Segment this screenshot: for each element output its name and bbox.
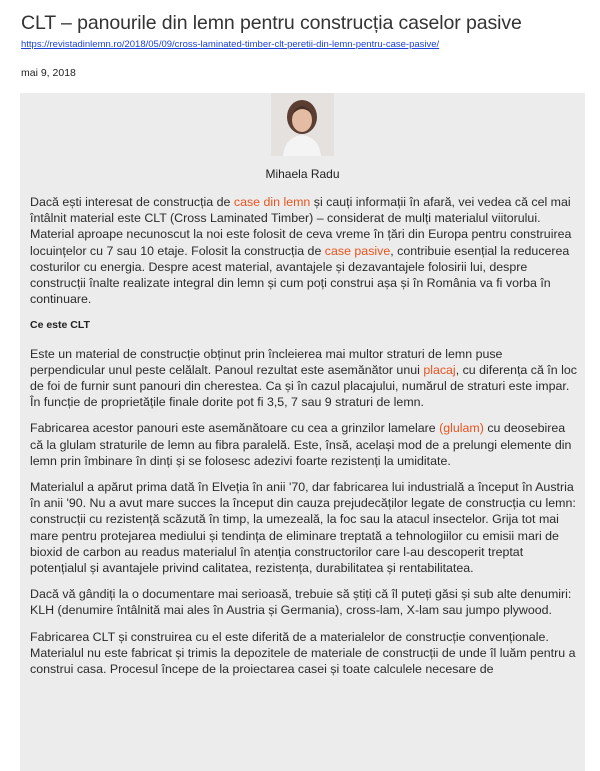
paragraph-process: Fabricarea CLT și construirea cu el este diferită de a materialelor de construcție convenționale. Materialul nu este fabricat și trimis la depozitele de materiale de construcții de unde îl luăm pentru a construi casa. Procesul începe de la proiectarea casei și toate calculele necesare de (30, 629, 576, 677)
section-heading: Ce este CLT (30, 319, 90, 332)
link-glulam[interactable]: (glulam) (439, 421, 484, 436)
paragraph-names: Dacă vă gândiți la o documentare mai serioasă, trebuie să știți că îl puteți găsi și sub alte denumiri: KLH (denumire întâlnită mai ales în Austria și Germania), cross-lam, X-lam sau jumpo plywood. (30, 587, 572, 618)
paragraph-history: Materialul a apărut prima dată în Elveția în anii '70, dar fabricarea lui industrială a început în Austria în anii '90. Nu a avut mare succes la început din cauza prejudecăților legate de construcția cu lemn: construcții cu rezistență scăzută în timp, la umezeală, la foc sau la atacul insectelor. Grija tot mai mare pentru protejarea mediului și tendința de eliminare treptată a tehnologiilor cu emisii mari de bioxid de carbon au readus materialul în atenția constructorilor care l-au descoperit treptat potențialul și avantajele privind calitatea, rezistența, durabilitatea și rentabilitatea. (30, 480, 576, 576)
article-title: CLT – panourile din lemn pentru construcția caselor pasive (21, 12, 522, 34)
paragraph-definition: Este un material de construcție obținut prin încleierea mai multor straturi de lemn puse perpendicular unul peste celălalt. Panoul rezultat este asemănător unui placaj, cu diferența că în loc de foi de furnir sunt panouri din cherestea. Ca și în cazul placajului, numărul de straturi este impar. În funcție de proprietățile finale dorite pot fi 3,5, 7 sau 9 straturi de lemn. (30, 346, 577, 410)
author-name: Mihaela Radu (265, 167, 340, 181)
publish-date: mai 9, 2018 (21, 67, 76, 79)
link-case-pasive[interactable]: case pasive (324, 243, 391, 258)
article-body (30, 194, 578, 687)
author-avatar (271, 93, 334, 156)
paragraph-intro: Dacă ești interesat de construcția de case din lemn și cauți informații în afară, vei vedea că cel mai întâlnit material este CLT (Cross Laminated Timber) – considerat de mulți materialul viitorului. Material aproape necunoscut la noi este folosit de ceva vreme în țări din Europa pentru construirea locuințelor cu 7 sau 10 etaje. Folosit la construcția de case pasive, contribuie esențial la reducerea costurilor cu energia. Despre acest material, avantajele și dezavantajele folosirii lui, despre construcții înalte realizate integral din lemn și cum poți construi așa și în România va fi vorba în continuare. (30, 195, 572, 307)
article-card (20, 93, 585, 771)
source-url-link[interactable]: https://revistadinlemn.ro/2018/05/09/cross-laminated-timber-clt-peretii-din-lemn-pentru-case-pasive/ (21, 39, 440, 50)
paragraph-fabrication: Fabricarea acestor panouri este asemănătoare cu cea a grinzilor lamelare (glulam) cu deosebirea că la glulam straturile de lemn au fibra paralelă. Este, însă, același mod de a prelungi elemente din lemn prin îmbinare în dinți și se folosesc adezivi foarte rezistenți la umiditate. (30, 421, 572, 468)
link-placaj[interactable]: placaj (423, 362, 456, 377)
link-case-din-lemn[interactable]: case din lemn (233, 195, 311, 209)
